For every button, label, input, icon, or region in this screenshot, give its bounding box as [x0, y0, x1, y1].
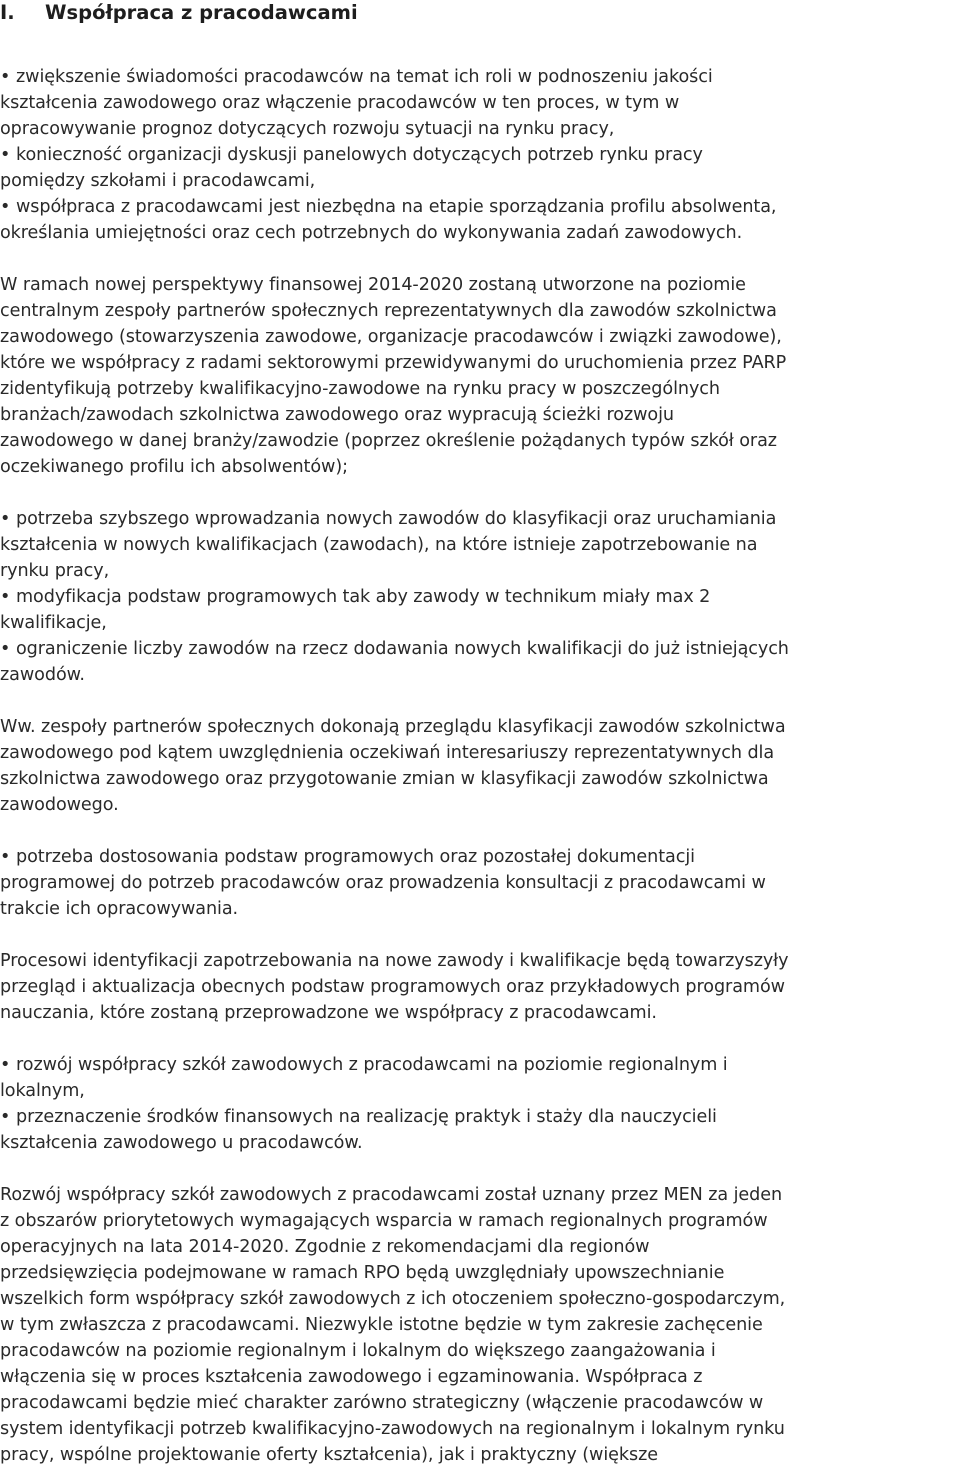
document-body [0, 38, 962, 1468]
line-text: potrzeba szybszego wprowadzania nowych zawodów do klasyfikacji oraz uruchamiania [16, 509, 777, 529]
line-text: wszelkich form współpracy szkół zawodowych z ich otoczeniem społeczno-gospodarczym, [0, 1289, 786, 1309]
line-text: programowej do potrzeb pracodawców oraz prowadzenia konsultacji z pracodawcami w [0, 873, 766, 893]
line-text: zidentyfikują potrzeby kwalifikacyjno-zawodowe na rynku pracy w poszczególnych [0, 379, 720, 399]
paragraph-line [0, 324, 962, 350]
bullet-list [0, 64, 962, 246]
paragraph-line [0, 1000, 962, 1026]
line-text: które we współpracy z radami sektorowymi przewidywanymi do uruchomienia przez PARP [0, 353, 787, 373]
line-text: rynku pracy, [0, 561, 110, 581]
line-text: zawodowego w danej branży/zawodzie (poprzez określenie pożądanych typów szkół oraz [0, 431, 777, 451]
list-item-first-line [0, 844, 962, 870]
paragraph-line [0, 1390, 962, 1416]
paragraph-line [0, 740, 962, 766]
paragraph-spacer [0, 38, 962, 64]
bullet-icon: • [0, 847, 11, 867]
line-text: oczekiwanego profilu ich absolwentów); [0, 457, 348, 477]
paragraph-line [0, 454, 962, 480]
paragraph [0, 272, 962, 480]
paragraph-line [0, 1182, 962, 1208]
bullet-list [0, 844, 962, 922]
list-item-line [0, 532, 962, 558]
line-text: system identyfikacji potrzeb kwalifikacyjno-zawodowych na regionalnym i lokalnym rynku [0, 1419, 785, 1439]
paragraph-spacer [0, 480, 962, 506]
paragraph-line [0, 948, 962, 974]
line-text: nauczania, które zostaną przeprowadzone we współpracy z pracodawcami. [0, 1003, 657, 1023]
paragraph-line [0, 298, 962, 324]
section-heading [0, 0, 358, 26]
line-text: lokalnym, [0, 1081, 85, 1101]
line-text: współpraca z pracodawcami jest niezbędna na etapie sporządzania profilu absolwenta, [16, 197, 777, 217]
list-item-line [0, 116, 962, 142]
line-text: centralnym zespoły partnerów społecznych reprezentatywnych dla zawodów szkolnictwa [0, 301, 777, 321]
line-text: przeznaczenie środków finansowych na realizację praktyk i staży dla nauczycieli [16, 1107, 717, 1127]
list-item [0, 1052, 962, 1104]
bullet-icon: • [0, 145, 11, 165]
paragraph-line [0, 714, 962, 740]
paragraph [0, 948, 962, 1026]
list-item-line [0, 610, 962, 636]
paragraph-line [0, 792, 962, 818]
line-text: szkolnictwa zawodowego oraz przygotowanie zmian w klasyfikacji zawodów szkolnictwa [0, 769, 769, 789]
line-text: zawodowego (stowarzyszenia zawodowe, organizacje pracodawców i związki zawodowe), [0, 327, 782, 347]
list-item-line [0, 220, 962, 246]
bullet-list [0, 506, 962, 688]
line-text: zawodowego pod kątem uwzględnienia oczekiwań interesariuszy reprezentatywnych dla [0, 743, 775, 763]
paragraph-line [0, 376, 962, 402]
line-text: pracodawcami będzie mieć charakter zarówno strategiczny (włączenie pracodawców w [0, 1393, 764, 1413]
list-item-first-line [0, 64, 962, 90]
paragraph-line [0, 428, 962, 454]
line-text: opracowywanie prognoz dotyczących rozwoju sytuacji na rynku pracy, [0, 119, 615, 139]
list-item-first-line [0, 636, 962, 662]
line-text: włączenia się w proces kształcenia zawodowego i egzaminowania. Współpraca z [0, 1367, 703, 1387]
line-text: trakcie ich opracowywania. [0, 899, 239, 919]
paragraph-line [0, 1312, 962, 1338]
line-text: kształcenia zawodowego oraz włączenie pracodawców w ten proces, w tym w [0, 93, 680, 113]
line-text: kształcenia zawodowego u pracodawców. [0, 1133, 363, 1153]
list-item [0, 64, 962, 142]
list-item-line [0, 1078, 962, 1104]
list-item [0, 636, 962, 688]
bullet-icon: • [0, 197, 11, 217]
line-text: kwalifikacje, [0, 613, 107, 633]
line-text: pracy, wspólne projektowanie oferty kształcenia), jak i praktyczny (większe [0, 1445, 658, 1465]
line-text: Rozwój współpracy szkół zawodowych z pracodawcami został uznany przez MEN za jeden [0, 1185, 783, 1205]
bullet-icon: • [0, 639, 11, 659]
paragraph-spacer [0, 818, 962, 844]
paragraph-line [0, 402, 962, 428]
paragraph-spacer [0, 922, 962, 948]
line-text: przegląd i aktualizacja obecnych podstaw programowych oraz przykładowych programów [0, 977, 785, 997]
line-text: ograniczenie liczby zawodów na rzecz dodawania nowych kwalifikacji do już istniejących [16, 639, 789, 659]
section-title: Współpraca z pracodawcami [45, 1, 358, 24]
line-text: modyfikacja podstaw programowych tak aby zawody w technikum miały max 2 [16, 587, 711, 607]
list-item-first-line [0, 194, 962, 220]
list-item [0, 584, 962, 636]
paragraph-line [0, 350, 962, 376]
line-text: Ww. zespoły partnerów społecznych dokonają przeglądu klasyfikacji zawodów szkolnictwa [0, 717, 786, 737]
list-item-line [0, 90, 962, 116]
bullet-icon: • [0, 67, 11, 87]
paragraph-spacer [0, 688, 962, 714]
line-text: pracodawców na poziomie regionalnym i lokalnym do większego zaangażowania i [0, 1341, 716, 1361]
paragraph-spacer [0, 1156, 962, 1182]
list-item [0, 1104, 962, 1156]
line-text: branżach/zawodach szkolnictwa zawodowego oraz wypracują ścieżki rozwoju [0, 405, 674, 425]
line-text: pomiędzy szkołami i pracodawcami, [0, 171, 316, 191]
paragraph-spacer [0, 246, 962, 272]
paragraph-line [0, 1286, 962, 1312]
bullet-icon: • [0, 1055, 11, 1075]
paragraph-line [0, 974, 962, 1000]
paragraph-line [0, 1208, 962, 1234]
line-text: zawodów. [0, 665, 85, 685]
paragraph-line [0, 1260, 962, 1286]
line-text: potrzeba dostosowania podstaw programowych oraz pozostałej dokumentacji [16, 847, 695, 867]
bullet-icon: • [0, 509, 11, 529]
list-item-first-line [0, 584, 962, 610]
list-item-line [0, 558, 962, 584]
list-item-line [0, 896, 962, 922]
line-text: konieczność organizacji dyskusji panelowych dotyczących potrzeb rynku pracy [16, 145, 703, 165]
bullet-icon: • [0, 587, 11, 607]
paragraph-spacer [0, 1026, 962, 1052]
bullet-icon: • [0, 1107, 11, 1127]
list-item [0, 506, 962, 584]
line-text: zwiększenie świadomości pracodawców na temat ich roli w podnoszeniu jakości [16, 67, 713, 87]
paragraph-line [0, 272, 962, 298]
line-text: z obszarów priorytetowych wymagających wsparcia w ramach regionalnych programów [0, 1211, 768, 1231]
list-item [0, 844, 962, 922]
paragraph-line [0, 1416, 962, 1442]
list-item-first-line [0, 1052, 962, 1078]
paragraph-line [0, 1364, 962, 1390]
line-text: w tym zwłaszcza z pracodawcami. Niezwykle istotne będzie w tym zakresie zachęcenie [0, 1315, 763, 1335]
line-text: określania umiejętności oraz cech potrzebnych do wykonywania zadań zawodowych. [0, 223, 743, 243]
line-text: W ramach nowej perspektywy finansowej 2014-2020 zostaną utworzone na poziomie [0, 275, 746, 295]
line-text: operacyjnych na lata 2014-2020. Zgodnie z rekomendacjami dla regionów [0, 1237, 650, 1257]
line-text: zawodowego. [0, 795, 119, 815]
list-item-line [0, 168, 962, 194]
line-text: przedsięwzięcia podejmowane w ramach RPO będą uwzględniały upowszechnianie [0, 1263, 725, 1283]
list-item-first-line [0, 142, 962, 168]
list-item-first-line [0, 1104, 962, 1130]
paragraph-line [0, 1442, 962, 1468]
line-text: rozwój współpracy szkół zawodowych z pracodawcami na poziomie regionalnym i [16, 1055, 728, 1075]
section-number: I. [0, 1, 15, 24]
line-text: kształcenia w nowych kwalifikacjach (zawodach), na które istnieje zapotrzebowanie na [0, 535, 758, 555]
list-item [0, 194, 962, 246]
paragraph-line [0, 766, 962, 792]
paragraph-line [0, 1234, 962, 1260]
list-item-line [0, 1130, 962, 1156]
list-item-line [0, 870, 962, 896]
list-item [0, 142, 962, 194]
paragraph-line [0, 1338, 962, 1364]
list-item-line [0, 662, 962, 688]
line-text: Procesowi identyfikacji zapotrzebowania na nowe zawody i kwalifikacje będą towarzyszyły [0, 951, 789, 971]
paragraph [0, 714, 962, 818]
list-item-first-line [0, 506, 962, 532]
paragraph [0, 1182, 962, 1468]
bullet-list [0, 1052, 962, 1156]
